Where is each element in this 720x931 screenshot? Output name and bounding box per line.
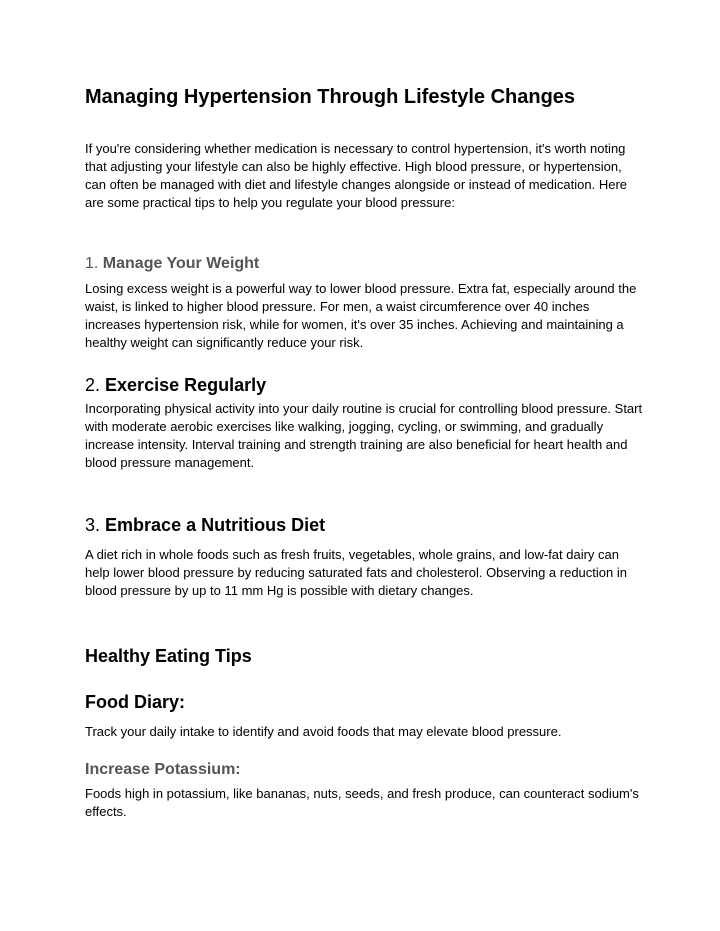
tip-heading-potassium: Increase Potassium:	[85, 761, 241, 778]
tip-body-potassium: Foods high in potassium, like bananas, nuts, seeds, and fresh produce, can counteract sodium's effects.	[85, 786, 639, 819]
tip-heading-food-diary: Food Diary:	[85, 692, 186, 712]
tip-body-food-diary: Track your daily intake to identify and avoid foods that may elevate blood pressure.	[85, 724, 562, 739]
page-title: Managing Hypertension Through Lifestyle Changes	[85, 86, 576, 108]
section-heading-diet	[85, 515, 325, 536]
section-body-diet: A diet rich in whole foods such as fresh fruits, vegetables, whole grains, and low-fat dairy can help lower blood pressure by reducing saturated fats and cholesterol. Observing a reduction in blood pressure by up to 11 mm Hg is possible with dietary changes.	[85, 547, 627, 598]
section-heading-weight	[85, 255, 259, 273]
section-body-exercise: Incorporating physical activity into your daily routine is crucial for controlling blood pressure. Start with moderate aerobic exercises like walking, jogging, cycling, or swimming, and gradually increase intensity. Interval training and strength training are also beneficial for heart health and blood pressure management.	[85, 401, 643, 470]
section-title: Manage Your Weight	[102, 255, 260, 272]
section-heading-exercise	[85, 375, 266, 396]
section-number: 2.	[85, 375, 101, 395]
section-number: 1.	[85, 255, 99, 272]
section-title: Embrace a Nutritious Diet	[105, 515, 326, 535]
section-body-weight: Losing excess weight is a powerful way to lower blood pressure. Extra fat, especially around the waist, is linked to higher blood pressure. For men, a waist circumference over 40 inches increases hypertension risk, while for women, it's over 35 inches. Achieving and maintaining a healthy weight can significantly reduce your risk.	[85, 281, 637, 350]
section-number: 3.	[85, 515, 101, 535]
intro-paragraph: If you're considering whether medication is necessary to control hypertension, it's worth noting that adjusting your lifestyle can also be highly effective. High blood pressure, or hypertension, can often be managed with diet and lifestyle changes alongside or instead of medication. Here are some practical tips to help you regulate your blood pressure:	[85, 141, 628, 210]
section-title: Exercise Regularly	[105, 375, 267, 395]
healthy-eating-heading: Healthy Eating Tips	[85, 646, 252, 666]
